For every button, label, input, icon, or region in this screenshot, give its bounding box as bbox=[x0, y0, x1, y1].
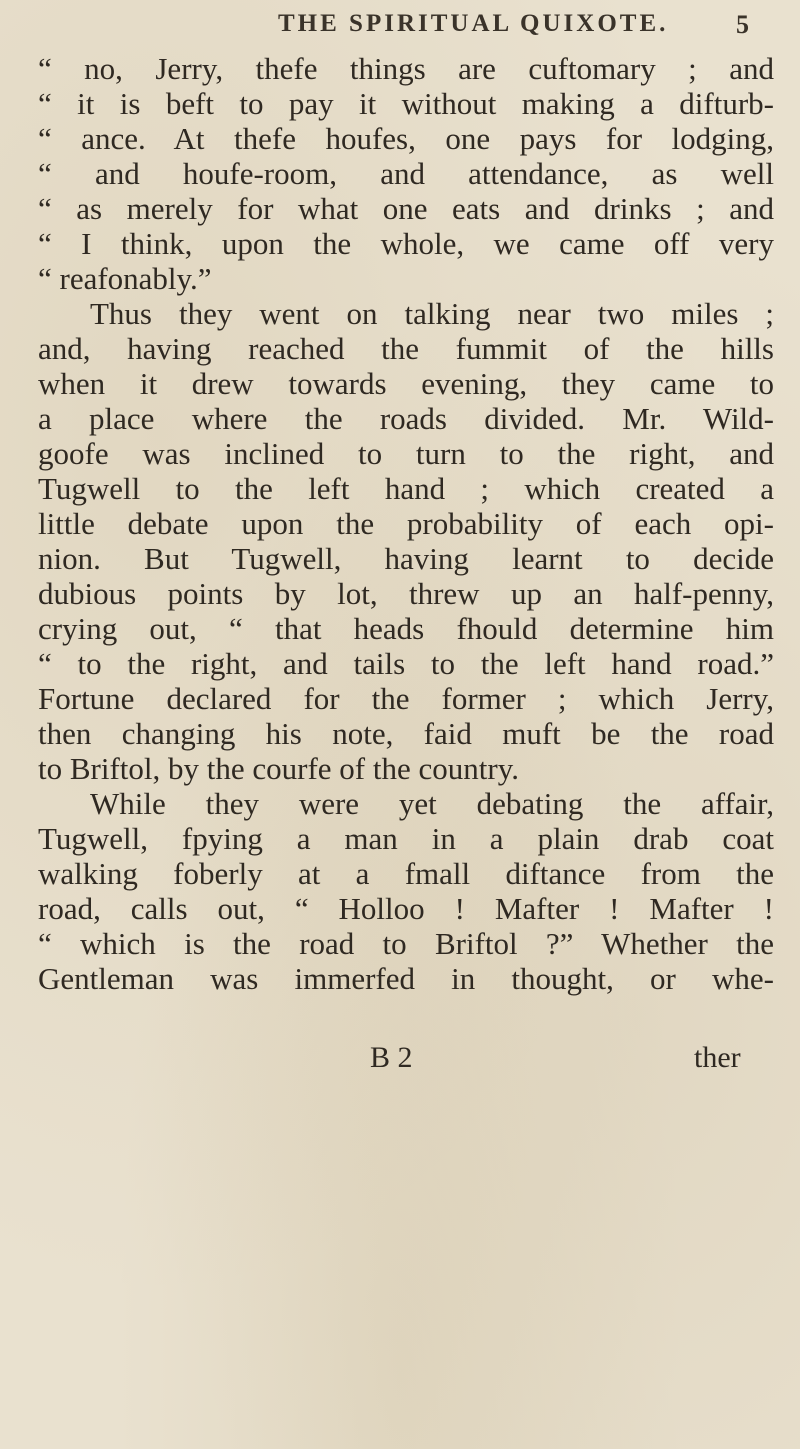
text-line: “ I think, upon the whole, we came off very bbox=[38, 226, 774, 261]
text-line: little debate upon the probability of each opi- bbox=[38, 506, 774, 541]
text-line: then changing his note, faid muft be the road bbox=[38, 716, 774, 751]
running-head bbox=[0, 10, 800, 46]
text-line: goofe was inclined to turn to the right, and bbox=[38, 436, 774, 471]
text-line: walking foberly at a fmall diftance from the bbox=[38, 856, 774, 891]
page-number: 5 bbox=[736, 10, 749, 39]
text-line: crying out, “ that heads fhould determine him bbox=[38, 611, 774, 646]
paragraph-start-line: While they were yet debating the affair, bbox=[90, 786, 774, 821]
text-line: “ reafonably.” bbox=[38, 261, 212, 296]
catchword: ther bbox=[694, 1041, 741, 1074]
text-line: “ ance. At thefe houfes, one pays for lodging, bbox=[38, 121, 774, 156]
text-line: “ which is the road to Briftol ?” Whether the bbox=[38, 926, 774, 961]
text-line: “ and houfe-room, and attendance, as well bbox=[38, 156, 774, 191]
text-line: “ it is beft to pay it without making a difturb- bbox=[38, 86, 774, 121]
text-line: Fortune declared for the former ; which Jerry, bbox=[38, 681, 774, 716]
text-line: a place where the roads divided. Mr. Wild- bbox=[38, 401, 774, 436]
text-line: “ no, Jerry, thefe things are cuftomary ; and bbox=[38, 51, 774, 86]
paragraph-start-line: Thus they went on talking near two miles ; bbox=[90, 296, 774, 331]
text-line: to Briftol, by the courfe of the country. bbox=[38, 751, 519, 786]
signature-mark: B 2 bbox=[370, 1041, 413, 1074]
page-footer bbox=[0, 1041, 800, 1077]
text-line: when it drew towards evening, they came to bbox=[38, 366, 774, 401]
body-text bbox=[38, 51, 774, 996]
text-line: Tugwell, fpying a man in a plain drab coat bbox=[38, 821, 774, 856]
running-title: THE SPIRITUAL QUIXOTE. bbox=[278, 10, 669, 37]
text-line: and, having reached the fummit of the hills bbox=[38, 331, 774, 366]
text-line: “ as merely for what one eats and drinks ; and bbox=[38, 191, 774, 226]
text-line: nion. But Tugwell, having learnt to decide bbox=[38, 541, 774, 576]
text-line: Tugwell to the left hand ; which created a bbox=[38, 471, 774, 506]
text-line: dubious points by lot, threw up an half-penny, bbox=[38, 576, 774, 611]
text-line: road, calls out, “ Holloo ! Mafter ! Mafter ! bbox=[38, 891, 774, 926]
text-line: “ to the right, and tails to the left hand road.” bbox=[38, 646, 774, 681]
text-line: Gentleman was immerfed in thought, or whe- bbox=[38, 961, 774, 996]
